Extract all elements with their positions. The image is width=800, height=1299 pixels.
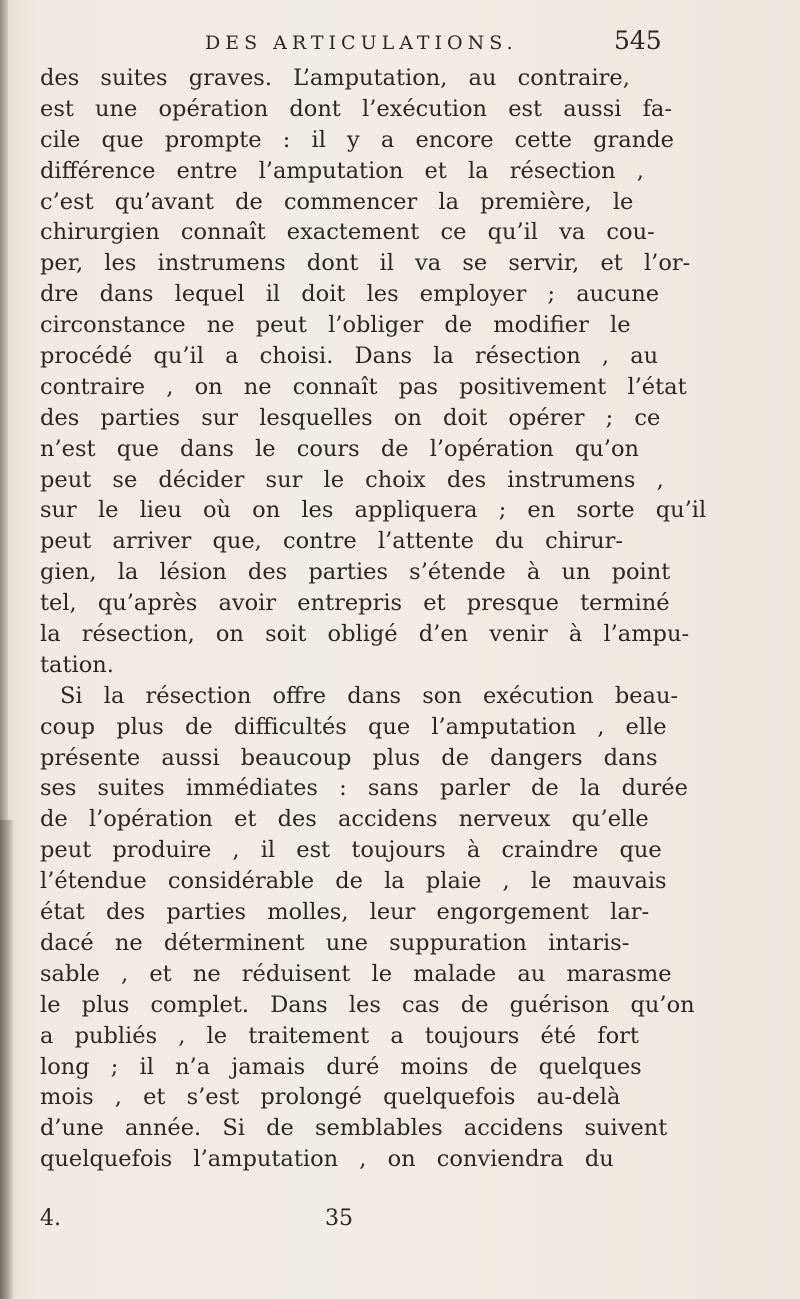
text-line: de l’opération et des accidens nerveux qu’elle	[40, 806, 649, 833]
text-line: d’une année. Si de semblables accidens suivent	[40, 1115, 668, 1142]
text-line: n’est que dans le cours de l’opération qu’on	[40, 435, 639, 462]
text-line: dacé ne déterminent une suppuration intaris-	[40, 929, 630, 956]
text-line: contraire , on ne connaît pas positivement l’état	[40, 373, 687, 400]
text-line: cile que prompte : il y a encore cette grande	[40, 126, 674, 153]
signature-mark: 4.	[40, 1206, 61, 1231]
text-line: procédé qu’il a choisi. Dans la résection , au	[40, 343, 659, 370]
text-line: peut arriver que, contre l’attente du chirur-	[40, 528, 623, 555]
text-line: la résection, on soit obligé d’en venir à l’ampu-	[40, 621, 690, 648]
text-line: a publiés , le traitement a toujours été fort	[40, 1022, 639, 1049]
running-header	[0, 24, 800, 60]
text-line: c’est qu’avant de commencer la première, le	[40, 188, 634, 215]
text-line: tel, qu’après avoir entrepris et presque terminé	[40, 590, 670, 617]
text-line: peut produire , il est toujours à craindre que	[40, 837, 662, 864]
text-line: le plus complet. Dans les cas de guérison qu’on	[40, 991, 695, 1018]
text-line: chirurgien connaît exactement ce qu’il va cou-	[40, 219, 655, 246]
text-line: sable , et ne réduisent le malade au marasme	[40, 960, 672, 987]
page-footer	[0, 1206, 800, 1240]
running-title: DES ARTICULATIONS.	[205, 32, 518, 54]
text-line: quelquefois l’amputation , on conviendra du	[40, 1146, 614, 1173]
text-line: peut se décider sur le choix des instrumens ,	[40, 466, 664, 493]
text-line: long ; il n’a jamais duré moins de quelques	[40, 1053, 642, 1080]
text-line: l’étendue considérable de la plaie , le mauvais	[40, 868, 667, 895]
text-line: état des parties molles, leur engorgement lar-	[40, 899, 650, 926]
text-line: tation.	[40, 651, 114, 678]
page-number: 545	[614, 26, 662, 55]
text-line: des parties sur lesquelles on doit opérer ; ce	[40, 404, 661, 431]
text-line: mois , et s’est prolongé quelquefois au-delà	[40, 1084, 621, 1111]
text-line: coup plus de difficultés que l’amputation , elle	[40, 713, 667, 740]
text-line: des suites graves. L’amputation, au contraire,	[40, 65, 630, 91]
text-line: per, les instrumens dont il va se servir, et l’or-	[40, 250, 691, 277]
text-line: ses suites immédiates : sans parler de la durée	[40, 775, 688, 802]
text-line: circonstance ne peut l’obliger de modifier le	[40, 312, 631, 339]
text-line: gien, la lésion des parties s’étende à un point	[40, 559, 671, 586]
text-line: différence entre l’amputation et la résection ,	[40, 157, 644, 184]
sheet-number: 35	[325, 1206, 353, 1231]
text-line: est une opération dont l’exécution est aussi fa-	[40, 95, 672, 122]
text-line: présente aussi beaucoup plus de dangers dans	[40, 744, 658, 771]
text-line: Si la résection offre dans son exécution beau-	[60, 682, 679, 709]
text-line: dre dans lequel il doit les employer ; aucune	[40, 281, 660, 308]
body-text	[40, 63, 760, 1175]
text-line: sur le lieu où on les appliquera ; en sorte qu’il	[40, 497, 707, 524]
